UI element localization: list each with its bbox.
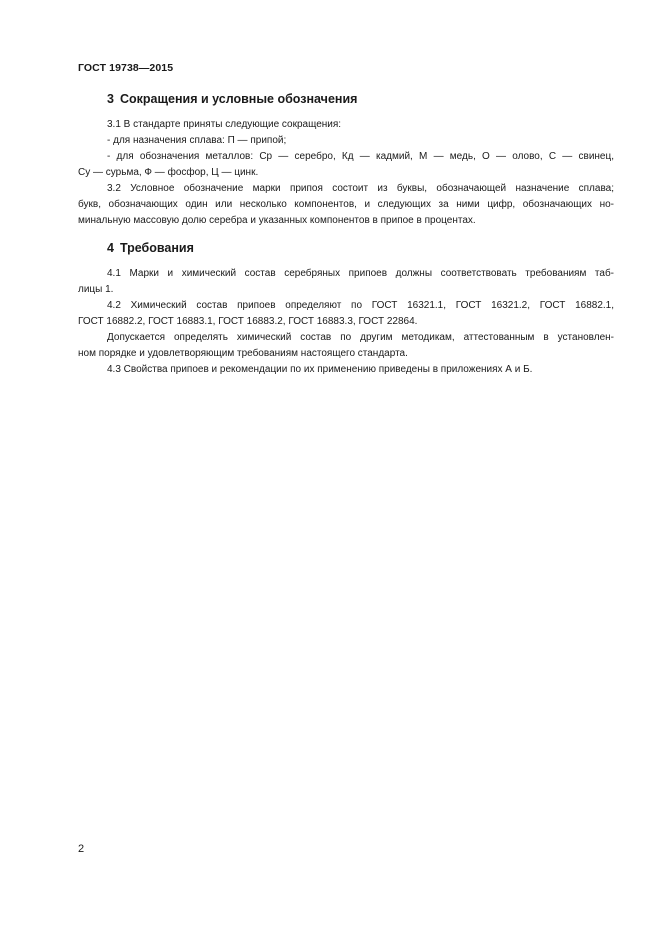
section-3-heading	[107, 92, 357, 106]
paragraph-4-1-cont: лицы 1.	[78, 284, 114, 295]
abbreviation-metals: - для обозначения металлов: Ср — серебро, Кд — кадмий, М — медь, О — олово, С — свинец,	[107, 151, 614, 162]
paragraph-4-2: 4.2 Химический состав припоев определяют по ГОСТ 16321.1, ГОСТ 16321.2, ГОСТ 16882.1,	[107, 300, 614, 311]
page-number: 2	[78, 843, 85, 855]
paragraph-4-2-methods-cont: ном порядке и удовлетворяющим требованиям настоящего стандарта.	[78, 348, 408, 359]
section-3-body	[78, 117, 614, 229]
section-3-title: Сокращения и условные обозначения	[119, 92, 358, 106]
paragraph-4-2-methods: Допускается определять химический состав по другим методикам, аттестованным в установлен-	[107, 332, 614, 343]
paragraph-4-3: 4.3 Свойства припоев и рекомендации по их применению приведены в приложениях А и Б.	[107, 364, 533, 375]
abbreviation-metals-cont: Су — сурьма, Ф — фосфор, Ц — цинк.	[78, 167, 259, 178]
paragraph-4-1: 4.1 Марки и химический состав серебряных припоев должны соответствовать требованиям таб-	[107, 268, 614, 279]
paragraph-3-1: 3.1 В стандарте приняты следующие сокращения:	[107, 119, 342, 130]
abbreviation-alloy: - для назначения сплава: П — припой;	[107, 135, 287, 146]
paragraph-4-2-cont: ГОСТ 16882.2, ГОСТ 16883.1, ГОСТ 16883.2, ГОСТ 16883.3, ГОСТ 22864.	[78, 316, 418, 327]
section-4-number: 4	[107, 241, 114, 255]
document-header: ГОСТ 19738—2015	[78, 62, 174, 74]
section-4-title: Требования	[119, 241, 194, 255]
section-4-body	[78, 266, 614, 378]
paragraph-3-2: 3.2 Условное обозначение марки припоя состоит из буквы, обозначающей назначение сплава;	[107, 183, 614, 194]
paragraph-3-2-cont-2: минальную массовую долю серебра и указанных компонентов в припое в процентах.	[78, 215, 476, 226]
paragraph-3-2-cont-1: букв, обозначающих один или несколько компонентов, и следующих за ними цифр, обозначающих но-	[78, 199, 614, 210]
section-4-heading	[107, 241, 194, 255]
section-3-number: 3	[107, 92, 114, 106]
